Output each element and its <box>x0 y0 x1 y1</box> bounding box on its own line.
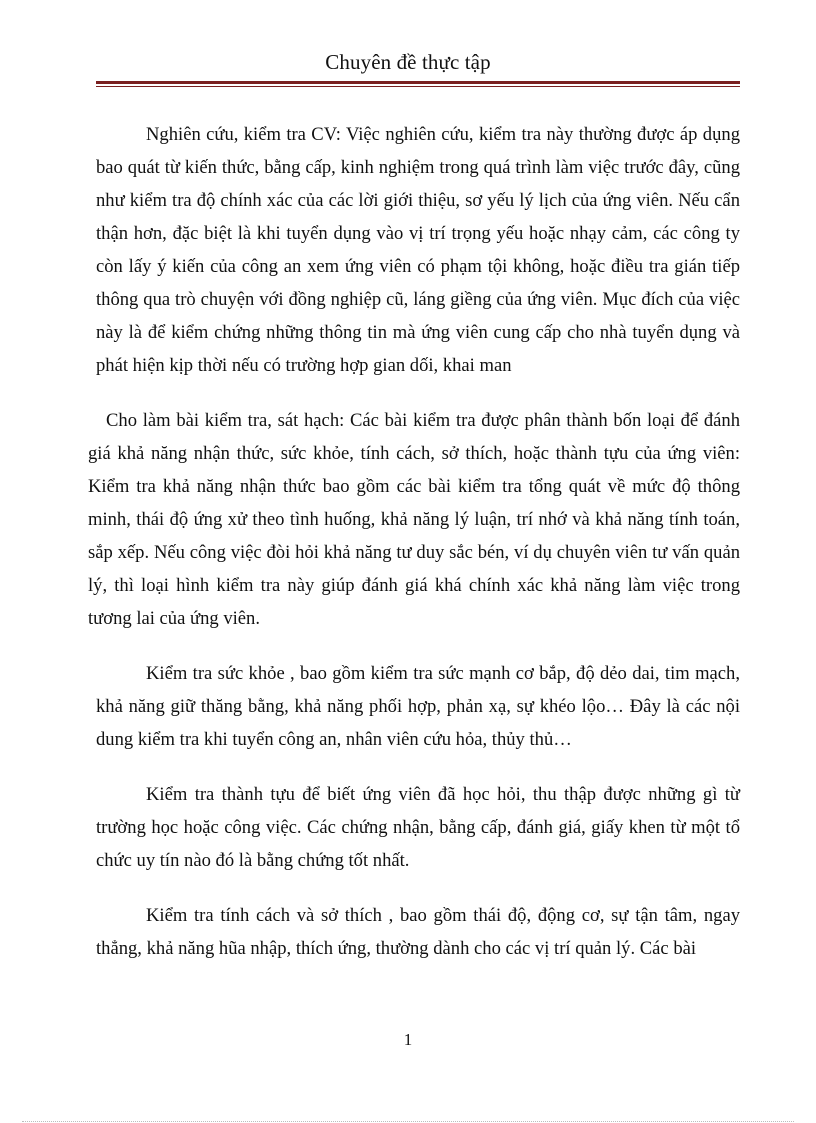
document-body <box>88 118 740 965</box>
paragraph-tests: Cho làm bài kiểm tra, sát hạch: Các bài kiểm tra được phân thành bốn loại để đánh giá khả năng nhận thức, sức khỏe, tính cách, sở thích, hoặc thành tựu của ứng viên: Kiểm tra khả năng nhận thức bao gồm các bài kiểm tra tổng quát về mức độ thông minh, thái độ ứng xử theo tình huống, khả năng lý luận, trí nhớ và khả năng tính toán, sắp xếp. Nếu công việc đòi hỏi khả năng tư duy sắc bén, ví dụ chuyên viên tư vấn quản lý, thì loại hình kiểm tra này giúp đánh giá khá chính xác khả năng làm việc trong tương lai của ứng viên. <box>88 410 740 629</box>
header-rule-thin <box>96 86 740 87</box>
paragraph-achievement-test: Kiểm tra thành tựu để biết ứng viên đã học hỏi, thu thập được những gì từ trường học hoặc công việc. Các chứng nhận, bằng cấp, đánh giá, giấy khen từ một tổ chức uy tín nào đó là bằng chứng tốt nhất. <box>96 784 740 871</box>
page-bottom-divider <box>22 1121 794 1122</box>
page-header-title: Chuyên đề thực tập <box>325 50 491 74</box>
header-rule-thick <box>96 81 740 84</box>
paragraph-health-test: Kiểm tra sức khỏe , bao gồm kiểm tra sức mạnh cơ bắp, độ dẻo dai, tim mạch, khả năng giữ thăng bằng, khả năng phối hợp, phản xạ, sự khéo lộo… Đây là các nội dung kiểm tra khi tuyển công an, nhân viên cứu hỏa, thủy thủ… <box>96 663 740 750</box>
paragraph-cv-check: Nghiên cứu, kiểm tra CV: Việc nghiên cứu, kiểm tra này thường được áp dụng bao quát từ kiến thức, bằng cấp, kinh nghiệm trong quá trình làm việc trước đây, cũng như kiểm tra độ chính xác của các lời giới thiệu, sơ yếu lý lịch của ứng viên. Nếu cẩn thận hơn, đặc biệt là khi tuyển dụng vào vị trí trọng yếu hoặc nhạy cảm, các công ty còn lấy ý kiến của công an xem ứng viên có phạm tội không, hoặc điều tra gián tiếp thông qua trò chuyện với đồng nghiệp cũ, láng giềng của ứng viên. Mục đích của việc này là để kiểm chứng những thông tin mà ứng viên cung cấp cho nhà tuyển dụng và phát hiện kịp thời nếu có trường hợp gian dối, khai man <box>96 124 740 376</box>
page-number: 1 <box>403 1030 413 1049</box>
paragraph-personality-test: Kiểm tra tính cách và sở thích , bao gồm thái độ, động cơ, sự tận tâm, ngay thẳng, khả năng hũa nhập, thích ứng, thường dành cho các vị trí quản lý. Các bài <box>96 905 740 959</box>
